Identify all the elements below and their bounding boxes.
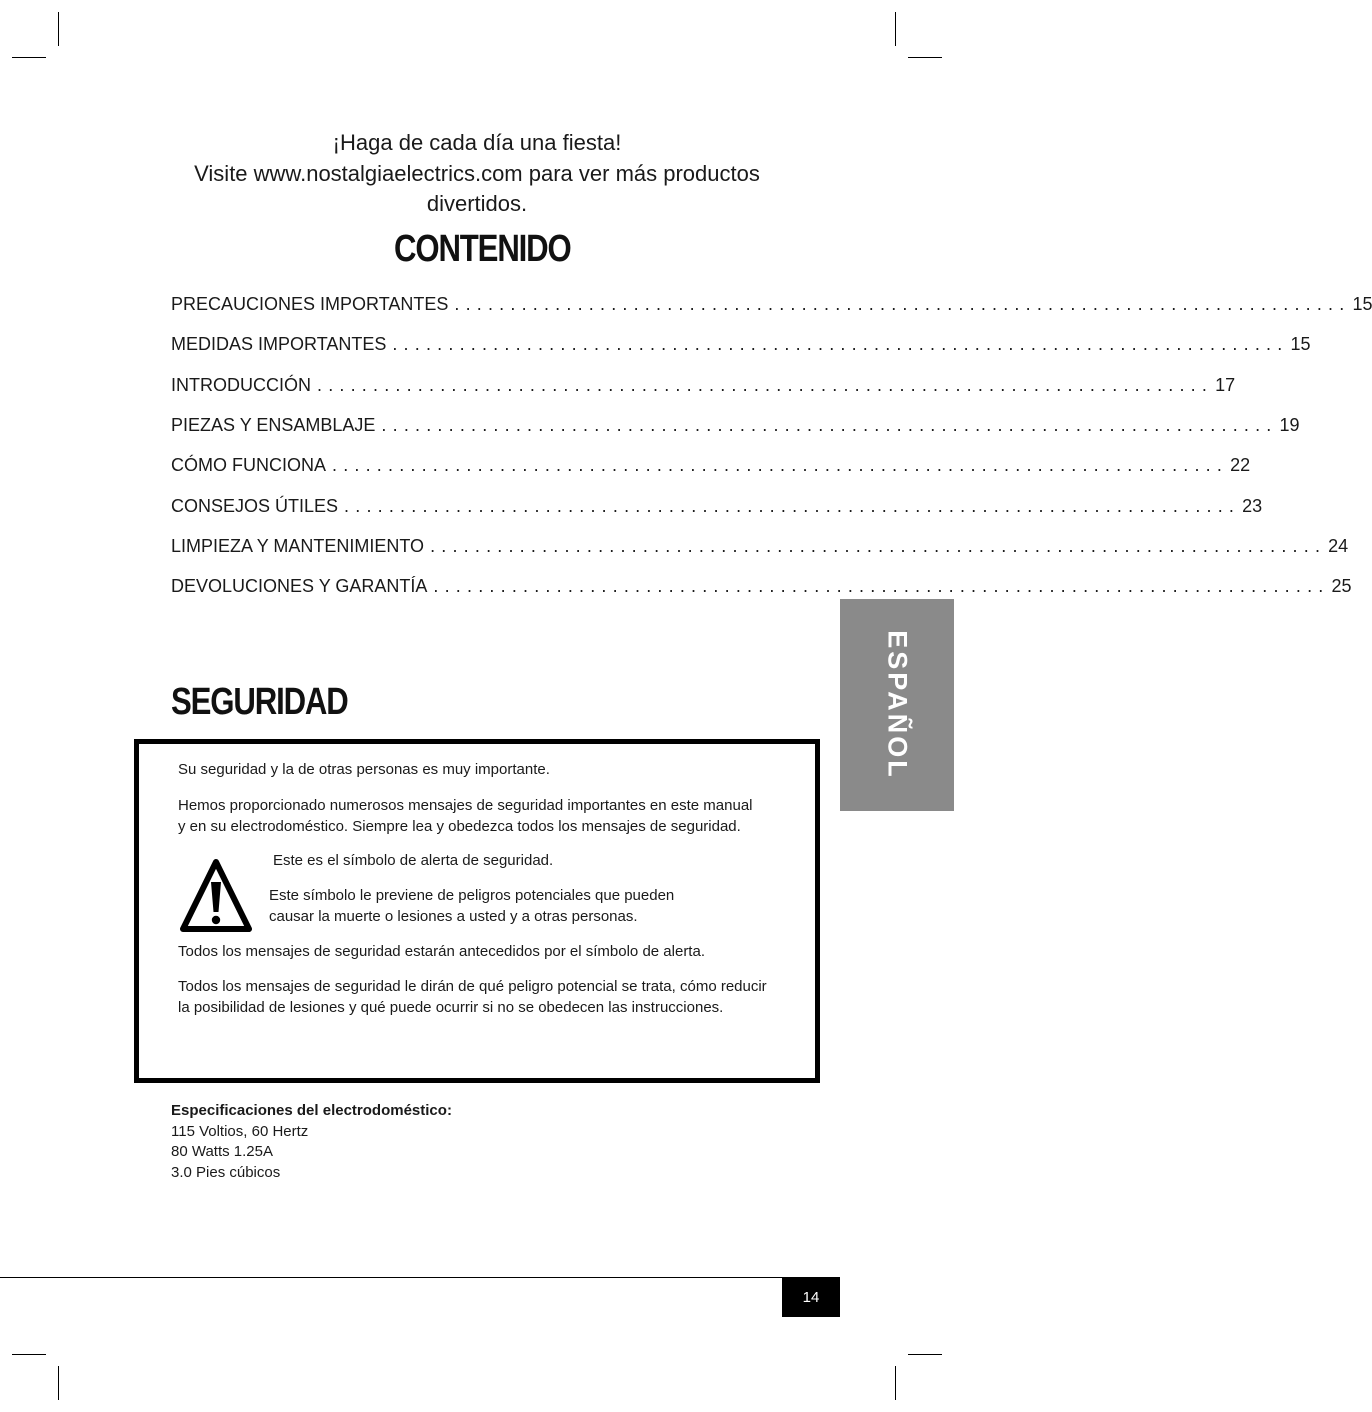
toc-entry-page: 24 <box>1328 535 1349 556</box>
toc-leader-dots: ................................................................................ <box>430 535 1327 556</box>
toc-entry-page: 25 <box>1331 576 1352 597</box>
toc-entry-page: 15 <box>1352 294 1372 315</box>
toc-entry-label: CONSEJOS ÚTILES <box>171 495 339 516</box>
footer-rule <box>0 1277 840 1278</box>
messages-tell <box>178 977 767 1018</box>
toc-entry-label: LIMPIEZA Y MANTENIMIENTO <box>171 535 425 556</box>
specs-title: Especificaciones del electrodoméstico: <box>171 1102 452 1119</box>
language-tab <box>840 599 954 811</box>
spec-line: 115 Voltios, 60 Hertz <box>171 1122 309 1140</box>
safety-intro: Su seguridad y la de otras personas es muy importante. <box>178 761 550 778</box>
crop-mark <box>12 57 46 58</box>
toc-entry-page: 17 <box>1215 374 1236 395</box>
toc-entry-page: 22 <box>1230 455 1251 476</box>
toc-entry <box>171 485 1263 525</box>
safety-messages-line: Hemos proporcionado numerosos mensajes de seguridad importantes en este manual <box>178 797 753 814</box>
safety-title: SEGURIDAD <box>171 681 348 723</box>
safety-messages <box>178 796 753 837</box>
symbol-description-line: causar la muerte o lesiones a usted y a otras personas. <box>269 907 638 925</box>
table-of-contents <box>171 284 1372 606</box>
toc-leader-dots: ................................................................................ <box>381 415 1278 436</box>
preceded-text: Todos los mensajes de seguridad estarán antecedidos por el símbolo de alerta. <box>178 943 705 960</box>
tagline-line: Visite www.nostalgiaelectrics.com para ver más productos <box>194 160 760 186</box>
toc-leader-dots: ................................................................................ <box>332 455 1229 476</box>
toc-leader-dots: ................................................................................ <box>433 576 1330 597</box>
safety-messages-line: y en su electrodoméstico. Siempre lea y obedezca todos los mensajes de seguridad. <box>178 817 741 835</box>
toc-entry-label: PRECAUCIONES IMPORTANTES <box>171 294 449 315</box>
crop-mark <box>12 1354 46 1355</box>
messages-tell-line: Todos los mensajes de seguridad le dirán de qué peligro potencial se trata, cómo reducir <box>178 978 767 995</box>
crop-mark <box>895 1366 896 1400</box>
tagline <box>100 128 854 220</box>
toc-entry <box>171 324 1311 364</box>
crop-mark <box>908 57 942 58</box>
spec-line: 80 Watts 1.25A <box>171 1143 273 1160</box>
toc-entry <box>171 405 1300 445</box>
toc-entry-label: PIEZAS Y ENSAMBLAJE <box>171 415 376 436</box>
tagline-line: divertidos. <box>426 191 528 216</box>
symbol-caption: Este es el símbolo de alerta de seguridad. <box>273 852 554 869</box>
warning-triangle-icon <box>179 857 253 935</box>
toc-entry-label: DEVOLUCIONES Y GARANTÍA <box>171 576 428 597</box>
toc-entry-page: 19 <box>1279 415 1300 436</box>
toc-entry <box>171 566 1352 606</box>
crop-mark <box>58 12 59 46</box>
specifications <box>171 1101 452 1183</box>
spec-line: 3.0 Pies cúbicos <box>171 1163 281 1181</box>
toc-leader-dots: ................................................................................ <box>454 294 1351 315</box>
toc-entry-page: 15 <box>1290 334 1311 355</box>
toc-leader-dots: ................................................................................ <box>317 374 1214 395</box>
toc-entry-label: INTRODUCCIÓN <box>171 374 311 395</box>
toc-leader-dots: ................................................................................ <box>344 495 1241 516</box>
toc-leader-dots: ................................................................................ <box>392 334 1289 355</box>
toc-entry <box>171 365 1236 405</box>
crop-mark <box>908 1354 942 1355</box>
symbol-description-line: Este símbolo le previene de peligros potenciales que pueden <box>269 887 675 904</box>
page-number: 14 <box>782 1277 840 1317</box>
toc-entry-label: CÓMO FUNCIONA <box>171 455 326 476</box>
contents-title: CONTENIDO <box>394 228 571 270</box>
toc-entry-page: 23 <box>1242 495 1263 516</box>
toc-entry <box>171 284 1372 324</box>
toc-entry-label: MEDIDAS IMPORTANTES <box>171 334 387 355</box>
crop-mark <box>895 12 896 46</box>
messages-tell-line: la posibilidad de lesiones y qué puede ocurrir si no se obedecen las instrucciones. <box>178 998 724 1016</box>
toc-entry <box>171 445 1251 485</box>
language-tab-label: ESPAÑOL <box>882 630 913 780</box>
toc-entry <box>171 526 1349 566</box>
symbol-description <box>269 886 674 927</box>
crop-mark <box>58 1366 59 1400</box>
tagline-line: ¡Haga de cada día una fiesta! <box>332 130 622 155</box>
